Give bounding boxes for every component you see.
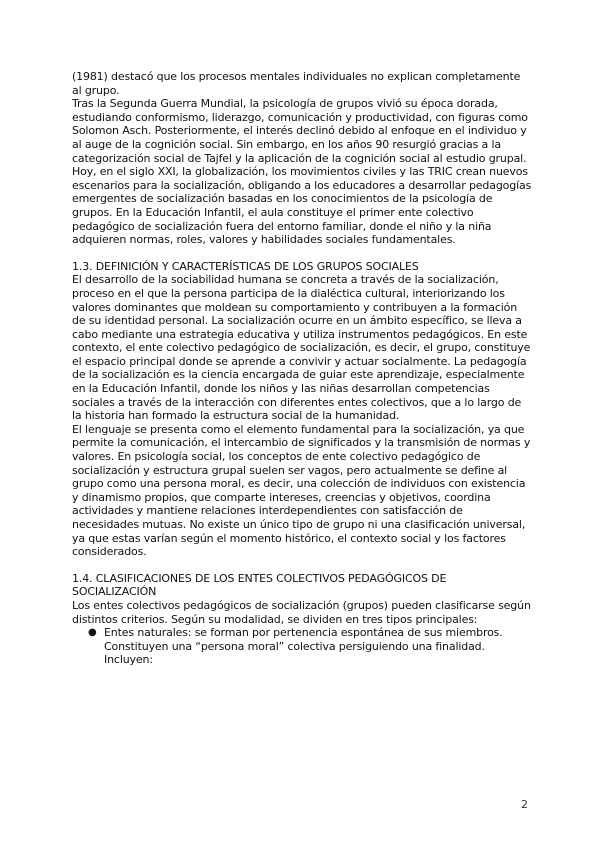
document-page — [72, 70, 532, 667]
bullet-icon: ● — [88, 627, 97, 639]
paragraph-classification-intro: Los entes colectivos pedagógicos de socialización (grupos) pueden clasificarse según distintos criterios. Según su modalidad, se dividen en tres tipos principales: — [72, 598, 531, 626]
paragraph-socialization-definition: El desarrollo de la sociabilidad humana se concreta a través de la socialización, proceso en el que la persona participa de la dialéctica cultural, interiorizando los valores dominantes que moldean su comportamiento y contribuyen a la formación de su identidad personal. La socialización ocurre en un ámbito específico, se lleva a cabo mediante una estrategia educativa y utiliza instrumentos pedagógicos. En este contexto, el ente colectivo pedagógico de socialización, es decir, el grupo, constituye el espacio principal donde se aprende a convivir y actuar socialmente. La pedagogía de la socialización es la ciencia encargada de guiar este aprendizaje, especialmente en la Educación Infantil, donde los niños y las niñas desarrollan competencias sociales a través de la interacción con diferentes entes colectivos, que a lo largo de la historia han formado la estructura social de la humanidad. — [72, 273, 531, 423]
classification-list — [72, 626, 532, 667]
paragraph-language-role: El lenguaje se presenta como el elemento fundamental para la socialización, ya que permite la comunicación, el intercambio de significados y la transmisión de normas y valores. En psicología social, los conceptos de ente colectivo pedagógico de socialización y estructura grupal suelen ser vagos, pero actualmente se define al grupo como una persona moral, es decir, una colección de individuos con existencia y dinamismo propios, que comparte intereses, creencias y objetivos, coordina actividades y mantiene relaciones interdependientes con satisfacción de necesidades mutuas. No existe un único tipo de grupo ni una clasificación universal, ya que estas varían según el momento histórico, el contexto social y los factores considerados. — [72, 422, 531, 559]
section-heading-1-4: 1.4. CLASIFICACIONES DE LOS ENTES COLECTIVOS PEDAGÓGICOS DE SOCIALIZACIÓN — [72, 571, 447, 599]
section-heading-1-3: 1.3. DEFINICIÓN Y CARACTERÍSTICAS DE LOS GRUPOS SOCIALES — [72, 259, 419, 273]
list-item — [88, 626, 532, 667]
section-spacer — [72, 559, 532, 572]
paragraph-continuation: (1981) destacó que los procesos mentales individuales no explican completamente al grupo. — [72, 70, 521, 97]
paragraph-postwar-history: Tras la Segunda Guerra Mundial, la psicología de grupos vivió su época dorada, estudiando conformismo, liderazgo, comunicación y productividad, con figuras como Solomon Asch. Posteriormente, el interés declinó debido al enfoque en el individuo y al auge de la cognición social. Sin embargo, en los años 90 resurgió gracias a la categorización social de Tajfel y la aplicación de la cognición social al estudio grupal. — [72, 97, 528, 165]
paragraph-21st-century: Hoy, en el siglo XXI, la globalización, los movimientos civiles y las TRIC crean nuevos escenarios para la socialización, obligando a los educadores a desarrollar pedagogías emergentes de socialización basadas en los conocimientos de la psicología de grupos. En la Educación Infantil, el aula constituye el primer ente colectivo pedagógico de socialización fuera del entorno familiar, donde el niño y la niña adquieren normas, roles, valores y habilidades sociales fundamentales. — [72, 165, 532, 247]
section-spacer — [72, 247, 532, 260]
list-item-text: Entes naturales: se forman por pertenencia espontánea de sus miembros. Constituyen una “persona moral” colectiva persiguiendo una finalidad. Incluyen: — [104, 626, 503, 667]
page-number: 2 — [521, 798, 528, 811]
